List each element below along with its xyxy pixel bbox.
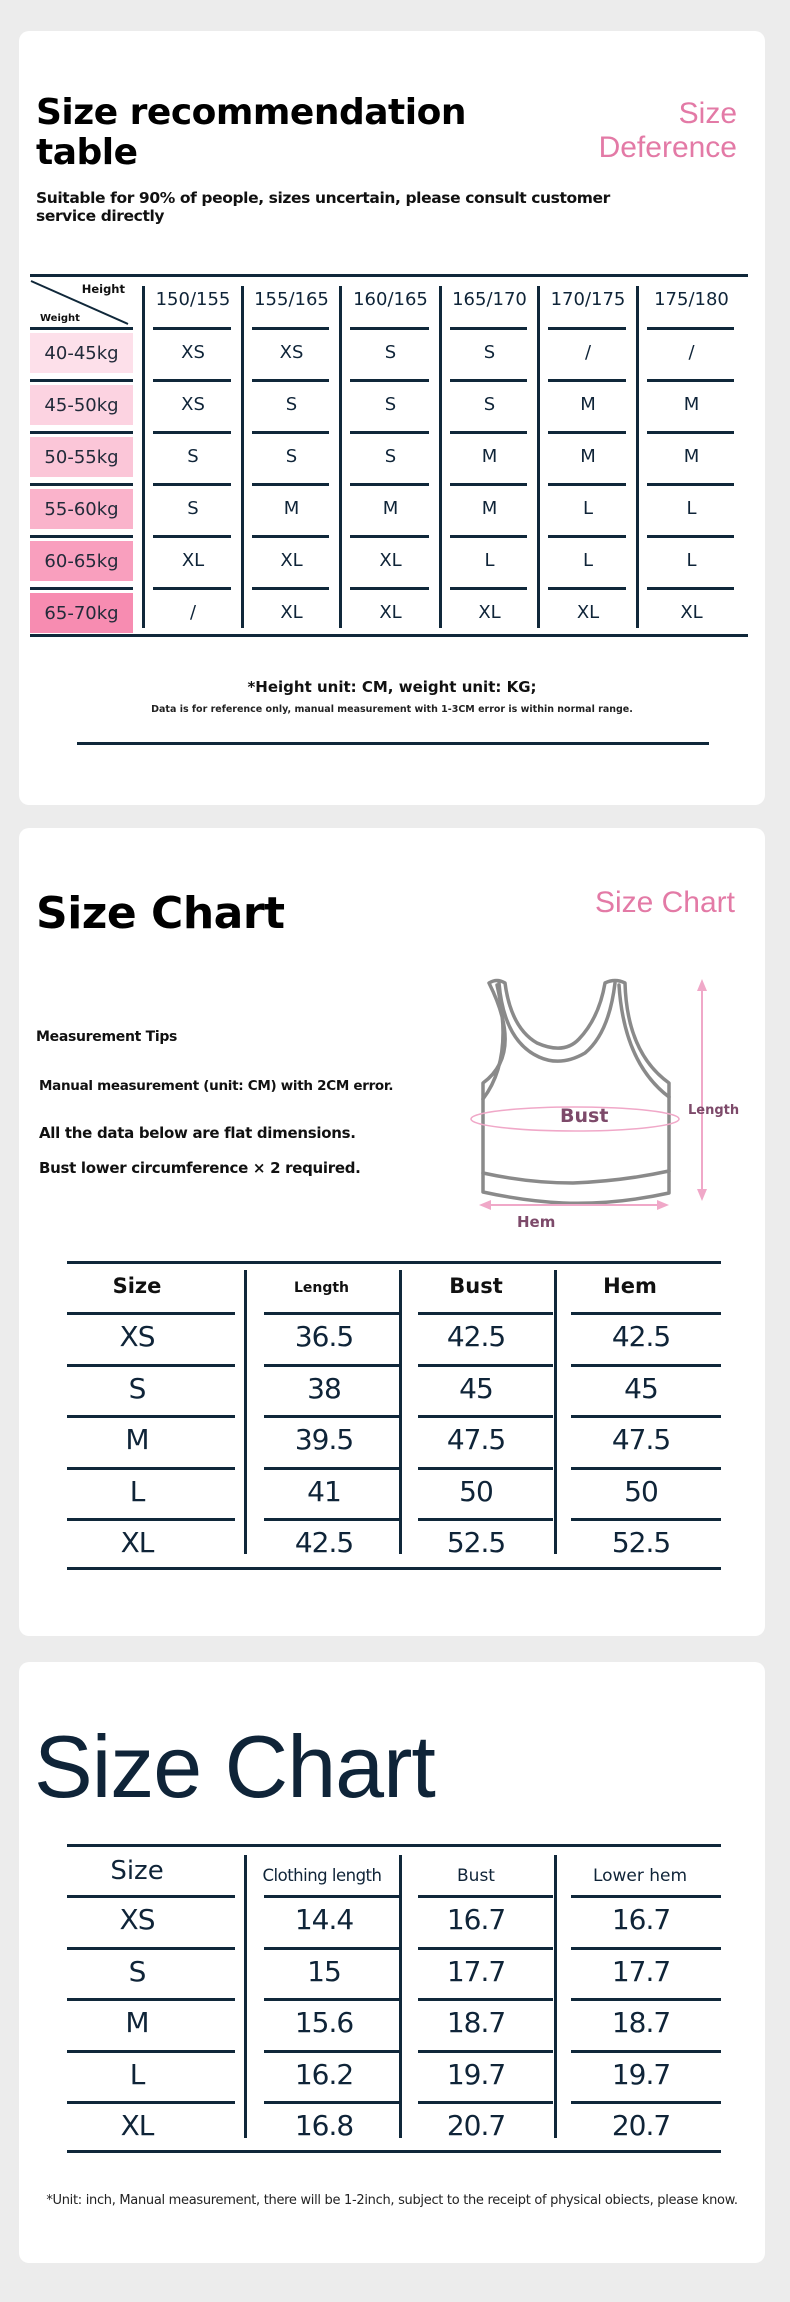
weight-range-cell: 45-50kg bbox=[30, 385, 133, 425]
row-rule bbox=[418, 1947, 553, 1950]
weight-range-cell: 60-65kg bbox=[30, 541, 133, 581]
measurement-cell: 16.8 bbox=[294, 2109, 354, 2142]
table-top-rule bbox=[67, 1261, 721, 1264]
row-rule bbox=[153, 327, 231, 330]
measurement-cell: 39.5 bbox=[294, 1423, 354, 1456]
column-divider bbox=[554, 1855, 557, 2138]
table-top-rule bbox=[67, 1844, 721, 1847]
row-rule bbox=[252, 431, 329, 434]
row-rule bbox=[153, 431, 231, 434]
size-cell: M bbox=[580, 446, 596, 467]
table-bottom-rule bbox=[67, 2150, 721, 2153]
size-label-cell: L bbox=[129, 2057, 145, 2091]
size-cell: S bbox=[384, 446, 397, 467]
size-cell: M bbox=[283, 498, 300, 519]
size-cell: XL bbox=[379, 550, 402, 571]
size-chart-cm-card bbox=[19, 828, 765, 1636]
height-header: 175/180 bbox=[654, 289, 729, 310]
row-rule bbox=[264, 1364, 399, 1367]
measurement-cell: 20.7 bbox=[446, 2109, 506, 2142]
row-rule bbox=[548, 327, 626, 330]
weight-axis-label: Weight bbox=[40, 313, 80, 324]
row-rule bbox=[418, 1895, 553, 1898]
measurement-cell: 15.6 bbox=[294, 2006, 354, 2039]
row-rule bbox=[350, 327, 429, 330]
size-cell: L bbox=[484, 550, 495, 571]
row-rule bbox=[571, 1895, 721, 1898]
measurement-cell: 47.5 bbox=[446, 1423, 506, 1456]
row-rule bbox=[153, 535, 231, 538]
row-rule bbox=[571, 2101, 721, 2104]
row-rule bbox=[153, 483, 231, 486]
row-rule bbox=[418, 1364, 553, 1367]
size-chart-title: Size Chart bbox=[36, 888, 285, 939]
row-rule bbox=[571, 2050, 721, 2053]
measurement-cell: 36.5 bbox=[294, 1320, 354, 1353]
footer-divider bbox=[77, 742, 709, 745]
weight-range-cell: 50-55kg bbox=[30, 437, 133, 477]
measurement-cell: 45 bbox=[624, 1371, 658, 1405]
table-bottom-rule bbox=[67, 1567, 721, 1570]
measurement-cell: 16.2 bbox=[294, 2057, 354, 2091]
row-rule bbox=[264, 1895, 399, 1898]
row-rule bbox=[30, 587, 133, 590]
row-rule bbox=[548, 431, 626, 434]
row-rule bbox=[30, 379, 133, 382]
row-rule bbox=[571, 1364, 721, 1367]
size-cell: M bbox=[580, 394, 596, 415]
row-rule bbox=[647, 431, 734, 434]
height-axis-label: Height bbox=[81, 282, 125, 296]
size-chart-accent-title: Size Chart bbox=[594, 886, 735, 919]
row-rule bbox=[252, 587, 329, 590]
row-rule bbox=[548, 587, 626, 590]
row-rule bbox=[450, 587, 527, 590]
row-rule bbox=[264, 1998, 399, 2001]
column-header-bust: Bust bbox=[449, 1274, 503, 1298]
row-rule bbox=[418, 1415, 553, 1418]
row-rule bbox=[350, 379, 429, 382]
size-cell: / bbox=[688, 342, 695, 363]
row-rule bbox=[350, 587, 429, 590]
row-rule bbox=[571, 1518, 721, 1521]
row-rule bbox=[252, 483, 329, 486]
row-rule bbox=[571, 1312, 721, 1315]
row-rule bbox=[264, 1312, 399, 1315]
measurement-cell: 45 bbox=[459, 1371, 493, 1405]
size-cell: S bbox=[187, 498, 199, 519]
row-rule bbox=[67, 1312, 235, 1315]
measurement-cell: 19.7 bbox=[446, 2057, 506, 2091]
height-header: 165/170 bbox=[452, 289, 527, 310]
size-cell: XL bbox=[576, 602, 600, 623]
size-cell: S bbox=[384, 342, 397, 363]
corner-header bbox=[30, 278, 133, 330]
row-rule bbox=[548, 379, 626, 382]
measurement-cell: 20.7 bbox=[611, 2109, 671, 2142]
row-rule bbox=[264, 1518, 399, 1521]
column-divider bbox=[399, 1855, 402, 2138]
row-rule bbox=[571, 1467, 721, 1470]
row-rule bbox=[67, 2101, 235, 2104]
size-label-cell: M bbox=[125, 2006, 149, 2039]
measurement-cell: 16.7 bbox=[446, 1903, 506, 1936]
bust-label: Bust bbox=[560, 1105, 609, 1127]
measurement-cell: 42.5 bbox=[611, 1320, 671, 1353]
row-rule bbox=[450, 431, 527, 434]
measurement-cell: 16.7 bbox=[611, 1903, 671, 1936]
row-rule bbox=[418, 1312, 553, 1315]
measurement-cell: 15 bbox=[307, 1954, 341, 1988]
reference-note: Data is for reference only, manual measurement with 1-3CM error is within normal range. bbox=[151, 704, 633, 715]
row-rule bbox=[647, 379, 734, 382]
row-rule bbox=[450, 327, 527, 330]
measurement-cell: 14.4 bbox=[294, 1903, 354, 1936]
length-label: Length bbox=[688, 1103, 740, 1118]
size-chart-inch-card bbox=[19, 1662, 765, 2263]
measurement-cell: 42.5 bbox=[446, 1320, 506, 1353]
row-rule bbox=[264, 2101, 399, 2104]
size-cell: XL bbox=[181, 550, 205, 571]
size-cell: M bbox=[683, 394, 700, 415]
measurement-diagram bbox=[439, 973, 759, 1213]
inch-unit-note: *Unit: inch, Manual measurement, there will be 1-2inch, subject to the receipt of physical obiects, please know. bbox=[46, 2193, 738, 2208]
row-rule bbox=[571, 1947, 721, 1950]
size-cell: L bbox=[582, 498, 594, 519]
measurement-cell: 42.5 bbox=[294, 1526, 354, 1559]
column-header-length: Length bbox=[293, 1280, 350, 1296]
size-label-cell: XS bbox=[119, 1320, 155, 1353]
measurement-cell: 18.7 bbox=[446, 2006, 506, 2039]
measurement-tips-heading: Measurement Tips bbox=[36, 1029, 178, 1045]
row-rule bbox=[67, 2050, 235, 2053]
measurement-tip: All the data below are flat dimensions. bbox=[39, 1124, 356, 1142]
weight-range-cell: 55-60kg bbox=[30, 489, 133, 529]
column-divider bbox=[244, 1855, 247, 2138]
unit-note: *Height unit: CM, weight unit: KG; bbox=[247, 678, 537, 696]
size-cell: XS bbox=[279, 342, 304, 363]
recommendation-title: Size recommendation table bbox=[36, 92, 466, 173]
row-rule bbox=[450, 535, 527, 538]
row-rule bbox=[67, 1364, 235, 1367]
row-rule bbox=[418, 1998, 553, 2001]
tank-top-icon bbox=[439, 973, 759, 1213]
measurement-cell: 52.5 bbox=[446, 1526, 506, 1559]
size-cell: / bbox=[189, 602, 197, 623]
row-rule bbox=[647, 483, 734, 486]
size-cell: XL bbox=[478, 602, 501, 623]
row-rule bbox=[647, 587, 734, 590]
size-cell: S bbox=[384, 394, 397, 415]
size-cell: XL bbox=[680, 602, 703, 623]
height-header: 170/175 bbox=[550, 289, 626, 310]
row-rule bbox=[252, 327, 329, 330]
column-header-bust: Bust bbox=[457, 1866, 495, 1886]
row-rule bbox=[264, 1467, 399, 1470]
size-label-cell: M bbox=[125, 1423, 149, 1456]
column-header-size: Size bbox=[112, 1274, 162, 1298]
size-cell: L bbox=[686, 498, 697, 519]
size-label-cell: S bbox=[128, 1371, 146, 1405]
size-cell: XS bbox=[181, 394, 205, 415]
column-header-lower-hem: Lower hem bbox=[592, 1866, 688, 1886]
column-header-size: Size bbox=[110, 1856, 164, 1886]
row-rule bbox=[548, 483, 626, 486]
row-rule bbox=[450, 483, 527, 486]
measurement-cell: 17.7 bbox=[611, 1954, 671, 1988]
row-rule bbox=[30, 535, 133, 538]
size-cell: S bbox=[285, 446, 298, 467]
size-label-cell: XL bbox=[120, 1526, 154, 1559]
row-rule bbox=[30, 431, 133, 434]
row-rule bbox=[67, 1518, 235, 1521]
recommendation-subtitle: Suitable for 90% of people, sizes uncertain, please consult customer service directly bbox=[36, 189, 610, 225]
size-cell: L bbox=[686, 550, 697, 571]
column-divider bbox=[399, 1270, 402, 1554]
hem-label: Hem bbox=[517, 1213, 556, 1231]
row-rule bbox=[153, 379, 231, 382]
row-rule bbox=[647, 327, 734, 330]
measurement-cell: 18.7 bbox=[611, 2006, 671, 2039]
size-cell: / bbox=[584, 342, 592, 363]
measurement-tip: Bust lower circumference × 2 required. bbox=[39, 1159, 361, 1177]
measurement-cell: 17.7 bbox=[446, 1954, 506, 1988]
row-rule bbox=[252, 535, 329, 538]
row-rule bbox=[30, 483, 133, 486]
measurement-cell: 41 bbox=[307, 1474, 341, 1508]
size-label-cell: XL bbox=[120, 2109, 154, 2142]
row-rule bbox=[418, 2101, 553, 2104]
column-divider bbox=[554, 1270, 557, 1554]
size-chart-inch-title: Size Chart bbox=[34, 1717, 435, 1816]
measurement-cell: 47.5 bbox=[611, 1423, 671, 1456]
table-bottom-rule bbox=[30, 634, 748, 637]
size-label-cell: S bbox=[128, 1954, 146, 1988]
measurement-cell: 50 bbox=[624, 1474, 658, 1508]
row-rule bbox=[350, 535, 429, 538]
measurement-cell: 38 bbox=[307, 1371, 341, 1405]
row-rule bbox=[350, 431, 429, 434]
recommendation-accent-title: Size Deference bbox=[598, 97, 737, 164]
size-cell: M bbox=[481, 446, 498, 467]
size-cell: XL bbox=[280, 550, 303, 571]
measurement-cell: 50 bbox=[459, 1474, 493, 1508]
size-cell: S bbox=[483, 394, 496, 415]
row-rule bbox=[418, 1467, 553, 1470]
row-rule bbox=[67, 1998, 235, 2001]
row-rule bbox=[548, 535, 626, 538]
column-divider bbox=[244, 1270, 247, 1554]
weight-range-cell: 65-70kg bbox=[30, 593, 133, 633]
height-header: 160/165 bbox=[353, 289, 428, 310]
row-rule bbox=[67, 1895, 235, 1898]
size-label-cell: XS bbox=[119, 1903, 155, 1936]
height-header: 155/165 bbox=[254, 289, 329, 310]
size-cell: S bbox=[285, 394, 298, 415]
measurement-cell: 19.7 bbox=[611, 2057, 671, 2091]
row-rule bbox=[450, 379, 527, 382]
size-cell: S bbox=[187, 446, 199, 467]
row-rule bbox=[67, 1947, 235, 1950]
row-rule bbox=[252, 379, 329, 382]
height-header: 150/155 bbox=[155, 289, 231, 310]
row-rule bbox=[264, 1947, 399, 1950]
size-cell: XL bbox=[379, 602, 402, 623]
row-rule bbox=[264, 2050, 399, 2053]
row-rule bbox=[30, 327, 133, 330]
measurement-tip: Manual measurement (unit: CM) with 2CM error. bbox=[39, 1078, 394, 1094]
size-cell: L bbox=[582, 550, 594, 571]
size-cell: M bbox=[683, 446, 700, 467]
row-rule bbox=[571, 1415, 721, 1418]
size-recommendation-card bbox=[19, 31, 765, 805]
column-header-hem: Hem bbox=[603, 1274, 657, 1298]
size-cell: S bbox=[483, 342, 496, 363]
size-cell: M bbox=[481, 498, 498, 519]
table-top-rule bbox=[30, 274, 748, 277]
row-rule bbox=[647, 535, 734, 538]
row-rule bbox=[350, 483, 429, 486]
size-cell: M bbox=[382, 498, 399, 519]
measurement-cell: 52.5 bbox=[611, 1526, 671, 1559]
column-header-clothing-length: Clothing length bbox=[262, 1866, 382, 1885]
row-rule bbox=[67, 1467, 235, 1470]
row-rule bbox=[153, 587, 231, 590]
row-rule bbox=[67, 1415, 235, 1418]
row-rule bbox=[418, 2050, 553, 2053]
row-rule bbox=[571, 1998, 721, 2001]
row-rule bbox=[418, 1518, 553, 1521]
weight-range-cell: 40-45kg bbox=[30, 333, 133, 373]
size-label-cell: L bbox=[129, 1474, 145, 1508]
row-rule bbox=[264, 1415, 399, 1418]
size-cell: XS bbox=[181, 342, 205, 363]
size-cell: XL bbox=[280, 602, 303, 623]
